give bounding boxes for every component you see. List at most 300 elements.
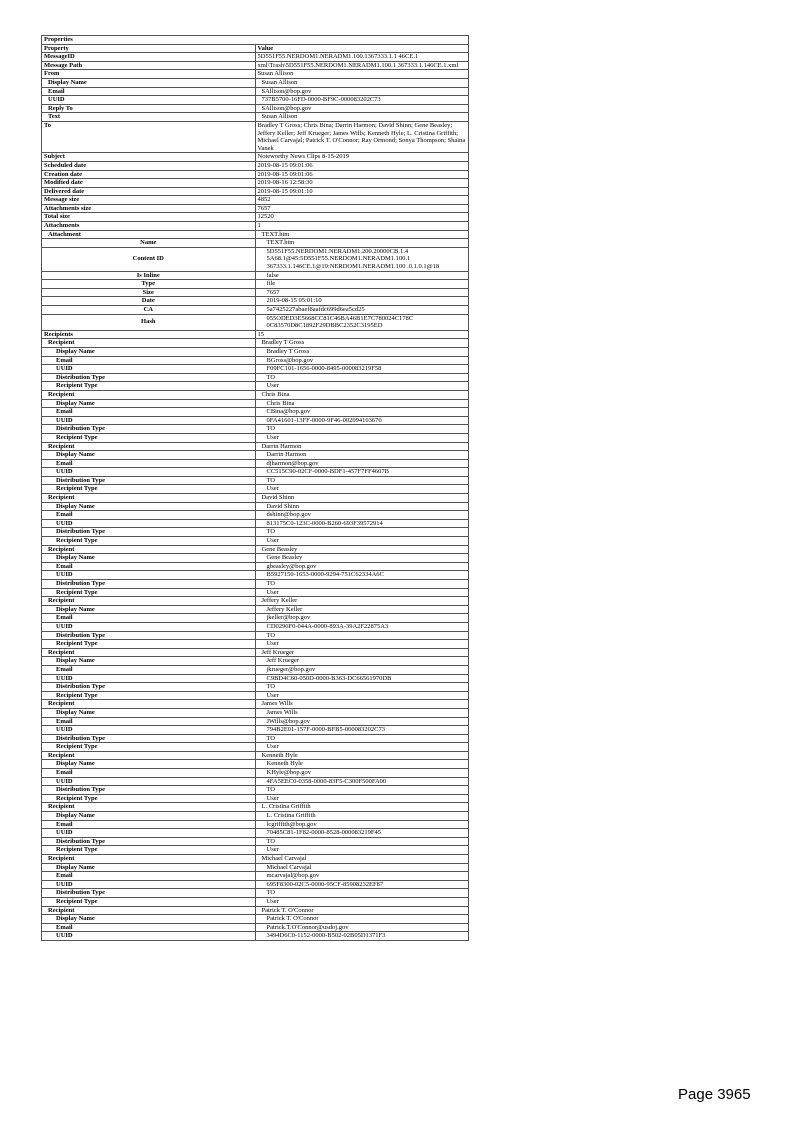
property-value: F09FC101-1656-0000-8495-000083219F58 <box>255 365 469 374</box>
property-name: Text <box>42 113 256 122</box>
property-value: TO <box>255 889 469 898</box>
property-name: Recipient <box>42 803 256 812</box>
property-name: UUID <box>42 96 256 105</box>
property-name: Display Name <box>42 863 256 872</box>
property-value: 0FA41601-13FF-0000-9F46-002094103670 <box>255 416 469 425</box>
property-name: UUID <box>42 880 256 889</box>
property-value: CD0296F0-044A-0000-893A-39A2F22875A3 <box>255 622 469 631</box>
property-name: Recipient <box>42 494 256 503</box>
table-row <box>42 751 469 760</box>
property-value: Patrick T. O'Connor <box>255 915 469 924</box>
property-value: 2019-08-15 05:01:10 <box>255 297 469 306</box>
property-name: Recipients <box>42 330 256 339</box>
column-header-row <box>42 44 469 53</box>
property-name: UUID <box>42 777 256 786</box>
table-row <box>42 932 469 941</box>
table-row <box>42 614 469 623</box>
property-name: Display Name <box>42 554 256 563</box>
table-row <box>42 347 469 356</box>
table-row <box>42 87 469 96</box>
property-name: Recipient Type <box>42 640 256 649</box>
table-row <box>42 330 469 339</box>
property-value: mcarvajal@bop.gov <box>255 872 469 881</box>
property-name: Distribution Type <box>42 476 256 485</box>
table-row <box>42 468 469 477</box>
property-name: UUID <box>42 416 256 425</box>
table-row <box>42 683 469 692</box>
table-title: Properties <box>42 36 469 45</box>
property-name: Recipient <box>42 648 256 657</box>
table-row <box>42 726 469 735</box>
property-name: Distribution Type <box>42 425 256 434</box>
property-name: Recipient Type <box>42 691 256 700</box>
property-value: Michael Carvajal <box>255 855 469 864</box>
property-name: Attachments size <box>42 204 256 213</box>
property-name: Delivered date <box>42 187 256 196</box>
properties-table <box>41 35 469 941</box>
property-name: Recipient Type <box>42 433 256 442</box>
property-name: Recipient <box>42 442 256 451</box>
table-row <box>42 502 469 511</box>
table-row <box>42 537 469 546</box>
property-name: Recipient <box>42 597 256 606</box>
table-row <box>42 196 469 205</box>
table-row <box>42 204 469 213</box>
property-name: Distribution Type <box>42 683 256 692</box>
table-row <box>42 494 469 503</box>
table-row <box>42 187 469 196</box>
property-name: Distribution Type <box>42 734 256 743</box>
table-row <box>42 53 469 62</box>
table-row <box>42 390 469 399</box>
property-name: Recipient Type <box>42 485 256 494</box>
table-row <box>42 889 469 898</box>
table-row <box>42 622 469 631</box>
table-row <box>42 239 469 248</box>
table-row <box>42 708 469 717</box>
property-name: Distribution Type <box>42 528 256 537</box>
property-name: Email <box>42 665 256 674</box>
page-number: Page 3965 <box>678 1086 751 1103</box>
table-row <box>42 880 469 889</box>
property-name: Recipient Type <box>42 743 256 752</box>
table-row <box>42 70 469 79</box>
property-value: 2019-08-16 12:58:30 <box>255 179 469 188</box>
property-name: Recipient Type <box>42 794 256 803</box>
table-row <box>42 657 469 666</box>
table-row <box>42 425 469 434</box>
table-row <box>42 476 469 485</box>
table-row <box>42 399 469 408</box>
property-value: TO <box>255 476 469 485</box>
table-row <box>42 288 469 297</box>
property-value: User <box>255 485 469 494</box>
property-value: Darrin Harmon <box>255 451 469 460</box>
table-row <box>42 605 469 614</box>
property-name: Scheduled date <box>42 161 256 170</box>
table-row <box>42 734 469 743</box>
table-row <box>42 760 469 769</box>
property-name: Distribution Type <box>42 889 256 898</box>
property-value: jkeller@bop.gov <box>255 614 469 623</box>
table-row <box>42 161 469 170</box>
property-value: 15 <box>255 330 469 339</box>
property-value: TO <box>255 683 469 692</box>
property-name: Recipient Type <box>42 382 256 391</box>
property-value: 4852 <box>255 196 469 205</box>
table-row <box>42 554 469 563</box>
property-value: 7657 <box>255 288 469 297</box>
property-name: UUID <box>42 674 256 683</box>
property-name: Display Name <box>42 657 256 666</box>
table-row <box>42 812 469 821</box>
property-value: C9BD4C60-050D-0000-B363-DC66561970DB <box>255 674 469 683</box>
property-value: 055ODED3E5668CC81C46BA46B1E7C780024C178C 0C83570D8C1892F29DBBC2352C3195ED <box>255 314 469 330</box>
property-name: Display Name <box>42 399 256 408</box>
property-value: false <box>255 271 469 280</box>
property-name: Is Inline <box>42 271 256 280</box>
property-name: Display Name <box>42 915 256 924</box>
property-value: Jeffery Keller <box>255 597 469 606</box>
property-value: Jeffery Keller <box>255 605 469 614</box>
property-value: User <box>255 382 469 391</box>
property-name: Reply To <box>42 104 256 113</box>
table-row <box>42 339 469 348</box>
property-value: TO <box>255 837 469 846</box>
property-name: Recipient Type <box>42 846 256 855</box>
property-value: lcgriffith@bop.gov <box>255 820 469 829</box>
table-row <box>42 528 469 537</box>
property-name: Recipient <box>42 906 256 915</box>
table-row <box>42 665 469 674</box>
property-value: 737B5700-16FD-0000-BF9C-000083202C73 <box>255 96 469 105</box>
property-name: Modified date <box>42 179 256 188</box>
property-name: Display Name <box>42 502 256 511</box>
property-value: James Wills <box>255 700 469 709</box>
property-name: Creation date <box>42 170 256 179</box>
table-row <box>42 519 469 528</box>
property-name: Distribution Type <box>42 786 256 795</box>
property-value: CBina@bop.gov <box>255 408 469 417</box>
property-value: Susan Allison <box>255 70 469 79</box>
property-value: Jeff Krueger <box>255 657 469 666</box>
property-value: 1 <box>255 222 469 231</box>
table-row <box>42 96 469 105</box>
table-row <box>42 511 469 520</box>
property-value: 5D551F55.NERDOM1.NERADM1.100.1367333.1.1 46CE.1 <box>255 53 469 62</box>
property-value: Patrick.T.O'Connor@usdoj.gov <box>255 923 469 932</box>
table-row <box>42 222 469 231</box>
table-row <box>42 803 469 812</box>
property-value: Susan Allison <box>255 78 469 87</box>
property-name: Recipient Type <box>42 537 256 546</box>
property-value: gbeasley@bop.gov <box>255 562 469 571</box>
property-name: Email <box>42 769 256 778</box>
property-name: UUID <box>42 726 256 735</box>
property-value: Gene Beasley <box>255 554 469 563</box>
property-name: Distribution Type <box>42 580 256 589</box>
property-name: CA <box>42 306 256 315</box>
property-name: Recipient <box>42 390 256 399</box>
table-row <box>42 743 469 752</box>
property-value: David Shinn <box>255 502 469 511</box>
table-row <box>42 897 469 906</box>
property-value: 3494D6C0-1152-0000-B502-02B05D1371F3 <box>255 932 469 941</box>
property-name: UUID <box>42 365 256 374</box>
table-row <box>42 373 469 382</box>
column-header-property: Property <box>42 44 256 53</box>
property-name: Email <box>42 356 256 365</box>
property-value: KHyle@bop.gov <box>255 769 469 778</box>
table-row <box>42 179 469 188</box>
table-row <box>42 794 469 803</box>
property-value: djharmon@bop.gov <box>255 459 469 468</box>
property-value: User <box>255 588 469 597</box>
property-value: TO <box>255 373 469 382</box>
property-value: Bradley T Gross; Chris Bina; Darrin Harmon; David Shinn; Gene Beasley; Jeffery Keller; Jeff Krueger; James Wills; Kenneth Hyle; L. Cristina Griffith; Michael Carvajal; Patrick T. O'Connor; Ray Ormond; Sonya Thompson; Shaina Vanek <box>255 121 469 152</box>
property-value: B5927150-1653-0000-9294-751C62334A6C <box>255 571 469 580</box>
property-name: Display Name <box>42 78 256 87</box>
table-row <box>42 855 469 864</box>
column-header-value: Value <box>255 44 469 53</box>
table-row <box>42 863 469 872</box>
property-value: Bradley T Gross <box>255 347 469 356</box>
property-name: UUID <box>42 519 256 528</box>
property-name: Display Name <box>42 812 256 821</box>
property-value: User <box>255 433 469 442</box>
table-row <box>42 640 469 649</box>
property-name: Email <box>42 408 256 417</box>
table-row <box>42 562 469 571</box>
property-name: Distribution Type <box>42 373 256 382</box>
table-row <box>42 230 469 239</box>
property-value: User <box>255 897 469 906</box>
property-value: Patrick T. O'Connor <box>255 906 469 915</box>
table-row <box>42 314 469 330</box>
table-row <box>42 691 469 700</box>
property-name: Email <box>42 820 256 829</box>
property-value: James Wills <box>255 708 469 717</box>
property-value: Susan Allison <box>255 113 469 122</box>
table-row <box>42 213 469 222</box>
table-row <box>42 769 469 778</box>
property-value: User <box>255 691 469 700</box>
table-row <box>42 631 469 640</box>
property-value: Noteworthy News Clips 8-15-2019 <box>255 153 469 162</box>
table-row <box>42 408 469 417</box>
property-value: User <box>255 846 469 855</box>
table-row <box>42 786 469 795</box>
table-row <box>42 113 469 122</box>
property-value: TEXT.htm <box>255 239 469 248</box>
property-name: Email <box>42 459 256 468</box>
table-row <box>42 837 469 846</box>
property-value: TO <box>255 631 469 640</box>
table-row <box>42 433 469 442</box>
property-name: Display Name <box>42 347 256 356</box>
table-row <box>42 829 469 838</box>
table-row <box>42 571 469 580</box>
table-row <box>42 382 469 391</box>
table-row <box>42 365 469 374</box>
property-value: 7657 <box>255 204 469 213</box>
table-row <box>42 906 469 915</box>
property-value: Jeff Krueger <box>255 648 469 657</box>
table-row <box>42 153 469 162</box>
property-name: Subject <box>42 153 256 162</box>
property-name: UUID <box>42 829 256 838</box>
property-name: Recipient <box>42 855 256 864</box>
property-value: JWills@bop.gov <box>255 717 469 726</box>
property-name: Email <box>42 87 256 96</box>
property-name: MessageID <box>42 53 256 62</box>
property-value: jkrueger@bop.gov <box>255 665 469 674</box>
table-row <box>42 580 469 589</box>
table-row <box>42 306 469 315</box>
properties-sheet <box>41 35 469 941</box>
property-value: User <box>255 794 469 803</box>
property-value: TEXT.htm <box>255 230 469 239</box>
table-row <box>42 170 469 179</box>
property-name: Hash <box>42 314 256 330</box>
property-name: Display Name <box>42 760 256 769</box>
property-name: From <box>42 70 256 79</box>
property-name: Distribution Type <box>42 631 256 640</box>
property-value: User <box>255 743 469 752</box>
property-name: Attachment <box>42 230 256 239</box>
property-name: Size <box>42 288 256 297</box>
property-value: Michael Carvajal <box>255 863 469 872</box>
property-name: Type <box>42 280 256 289</box>
property-name: UUID <box>42 622 256 631</box>
property-value: 70485C81-1F82-0000-8528-000083219F45 <box>255 829 469 838</box>
table-row <box>42 271 469 280</box>
table-row <box>42 442 469 451</box>
property-value: TO <box>255 734 469 743</box>
property-name: Message Path <box>42 61 256 70</box>
property-name: Email <box>42 511 256 520</box>
table-row <box>42 247 469 271</box>
table-row <box>42 820 469 829</box>
table-title-row <box>42 36 469 45</box>
property-value: 2019-08-15 09:01:06 <box>255 170 469 179</box>
property-name: Display Name <box>42 451 256 460</box>
property-name: UUID <box>42 571 256 580</box>
property-name: Email <box>42 872 256 881</box>
property-value: Kenneth Hyle <box>255 760 469 769</box>
property-value: 695F8300-02C5-0000-95CF-85908232EF87 <box>255 880 469 889</box>
property-value: 2019-08-15 09:01:06 <box>255 161 469 170</box>
property-value: 813175C0-123C-0000-B260-693F39572914 <box>255 519 469 528</box>
property-value: SAllison@bop.gov <box>255 104 469 113</box>
table-row <box>42 545 469 554</box>
property-name: Content ID <box>42 247 256 271</box>
table-row <box>42 485 469 494</box>
property-name: Email <box>42 923 256 932</box>
property-name: Recipient <box>42 700 256 709</box>
table-row <box>42 597 469 606</box>
property-name: Email <box>42 562 256 571</box>
property-name: Name <box>42 239 256 248</box>
table-row <box>42 777 469 786</box>
table-row <box>42 648 469 657</box>
property-value: TO <box>255 580 469 589</box>
table-row <box>42 923 469 932</box>
property-value: TO <box>255 425 469 434</box>
table-row <box>42 104 469 113</box>
property-value: 2019-08-15 09:01:10 <box>255 187 469 196</box>
property-name: Date <box>42 297 256 306</box>
property-name: Attachments <box>42 222 256 231</box>
property-name: Recipient Type <box>42 897 256 906</box>
property-value: SAllison@bop.gov <box>255 87 469 96</box>
table-row <box>42 416 469 425</box>
property-value: TO <box>255 786 469 795</box>
property-value: 794B2E01-157F-0000-BFB5-000083202C73 <box>255 726 469 735</box>
table-row <box>42 78 469 87</box>
table-row <box>42 674 469 683</box>
property-name: Recipient <box>42 751 256 760</box>
property-name: Recipient Type <box>42 588 256 597</box>
property-name: Email <box>42 717 256 726</box>
table-row <box>42 297 469 306</box>
property-value: Chris Bina <box>255 390 469 399</box>
table-row <box>42 356 469 365</box>
table-row <box>42 915 469 924</box>
table-row <box>42 459 469 468</box>
property-name: Display Name <box>42 708 256 717</box>
table-row <box>42 451 469 460</box>
property-name: Display Name <box>42 605 256 614</box>
property-value: User <box>255 640 469 649</box>
property-value: Chris Bina <box>255 399 469 408</box>
table-row <box>42 121 469 152</box>
property-name: UUID <box>42 468 256 477</box>
property-value: David Shinn <box>255 494 469 503</box>
property-value: BGross@bop.gov <box>255 356 469 365</box>
property-value: TO <box>255 528 469 537</box>
property-value: User <box>255 537 469 546</box>
property-value: xml\Trash\5D551F55.NERDOM1.NERADM1.100.1 367333.1.146CE.1.xml <box>255 61 469 70</box>
property-name: To <box>42 121 256 152</box>
property-value: CC515C90-02CF-0000-BDF1-457F7FF4607B <box>255 468 469 477</box>
property-value: Darrin Harmon <box>255 442 469 451</box>
property-value: file <box>255 280 469 289</box>
property-name: Total size <box>42 213 256 222</box>
table-row <box>42 700 469 709</box>
property-value: L. Cristina Griffith <box>255 803 469 812</box>
table-row <box>42 872 469 881</box>
table-row <box>42 61 469 70</box>
table-row <box>42 717 469 726</box>
property-value: 12520 <box>255 213 469 222</box>
table-row <box>42 588 469 597</box>
property-value: L. Cristina Griffith <box>255 812 469 821</box>
property-value: 4FA5EEC0-0358-0000-83F5-C300F500FA00 <box>255 777 469 786</box>
table-row <box>42 846 469 855</box>
property-value: 5a7425227abaef8aafdc699d6ea5cd25 <box>255 306 469 315</box>
property-name: Email <box>42 614 256 623</box>
property-name: Message size <box>42 196 256 205</box>
property-name: Recipient <box>42 339 256 348</box>
property-name: UUID <box>42 932 256 941</box>
property-value: 5D551F55.NERDOM1.NERADM1.200.20000CB.1.4 5A68.1@45:5D551F55.NERDOM1.NERADM1.100.1 367333.1.146CE.1@19:NERDOM1.NERADM1.100 .0.1.0.1@18 <box>255 247 469 271</box>
property-value: Gene Beasley <box>255 545 469 554</box>
property-value: Bradley T Gross <box>255 339 469 348</box>
property-name: Recipient <box>42 545 256 554</box>
property-name: Distribution Type <box>42 837 256 846</box>
property-value: Kenneth Hyle <box>255 751 469 760</box>
